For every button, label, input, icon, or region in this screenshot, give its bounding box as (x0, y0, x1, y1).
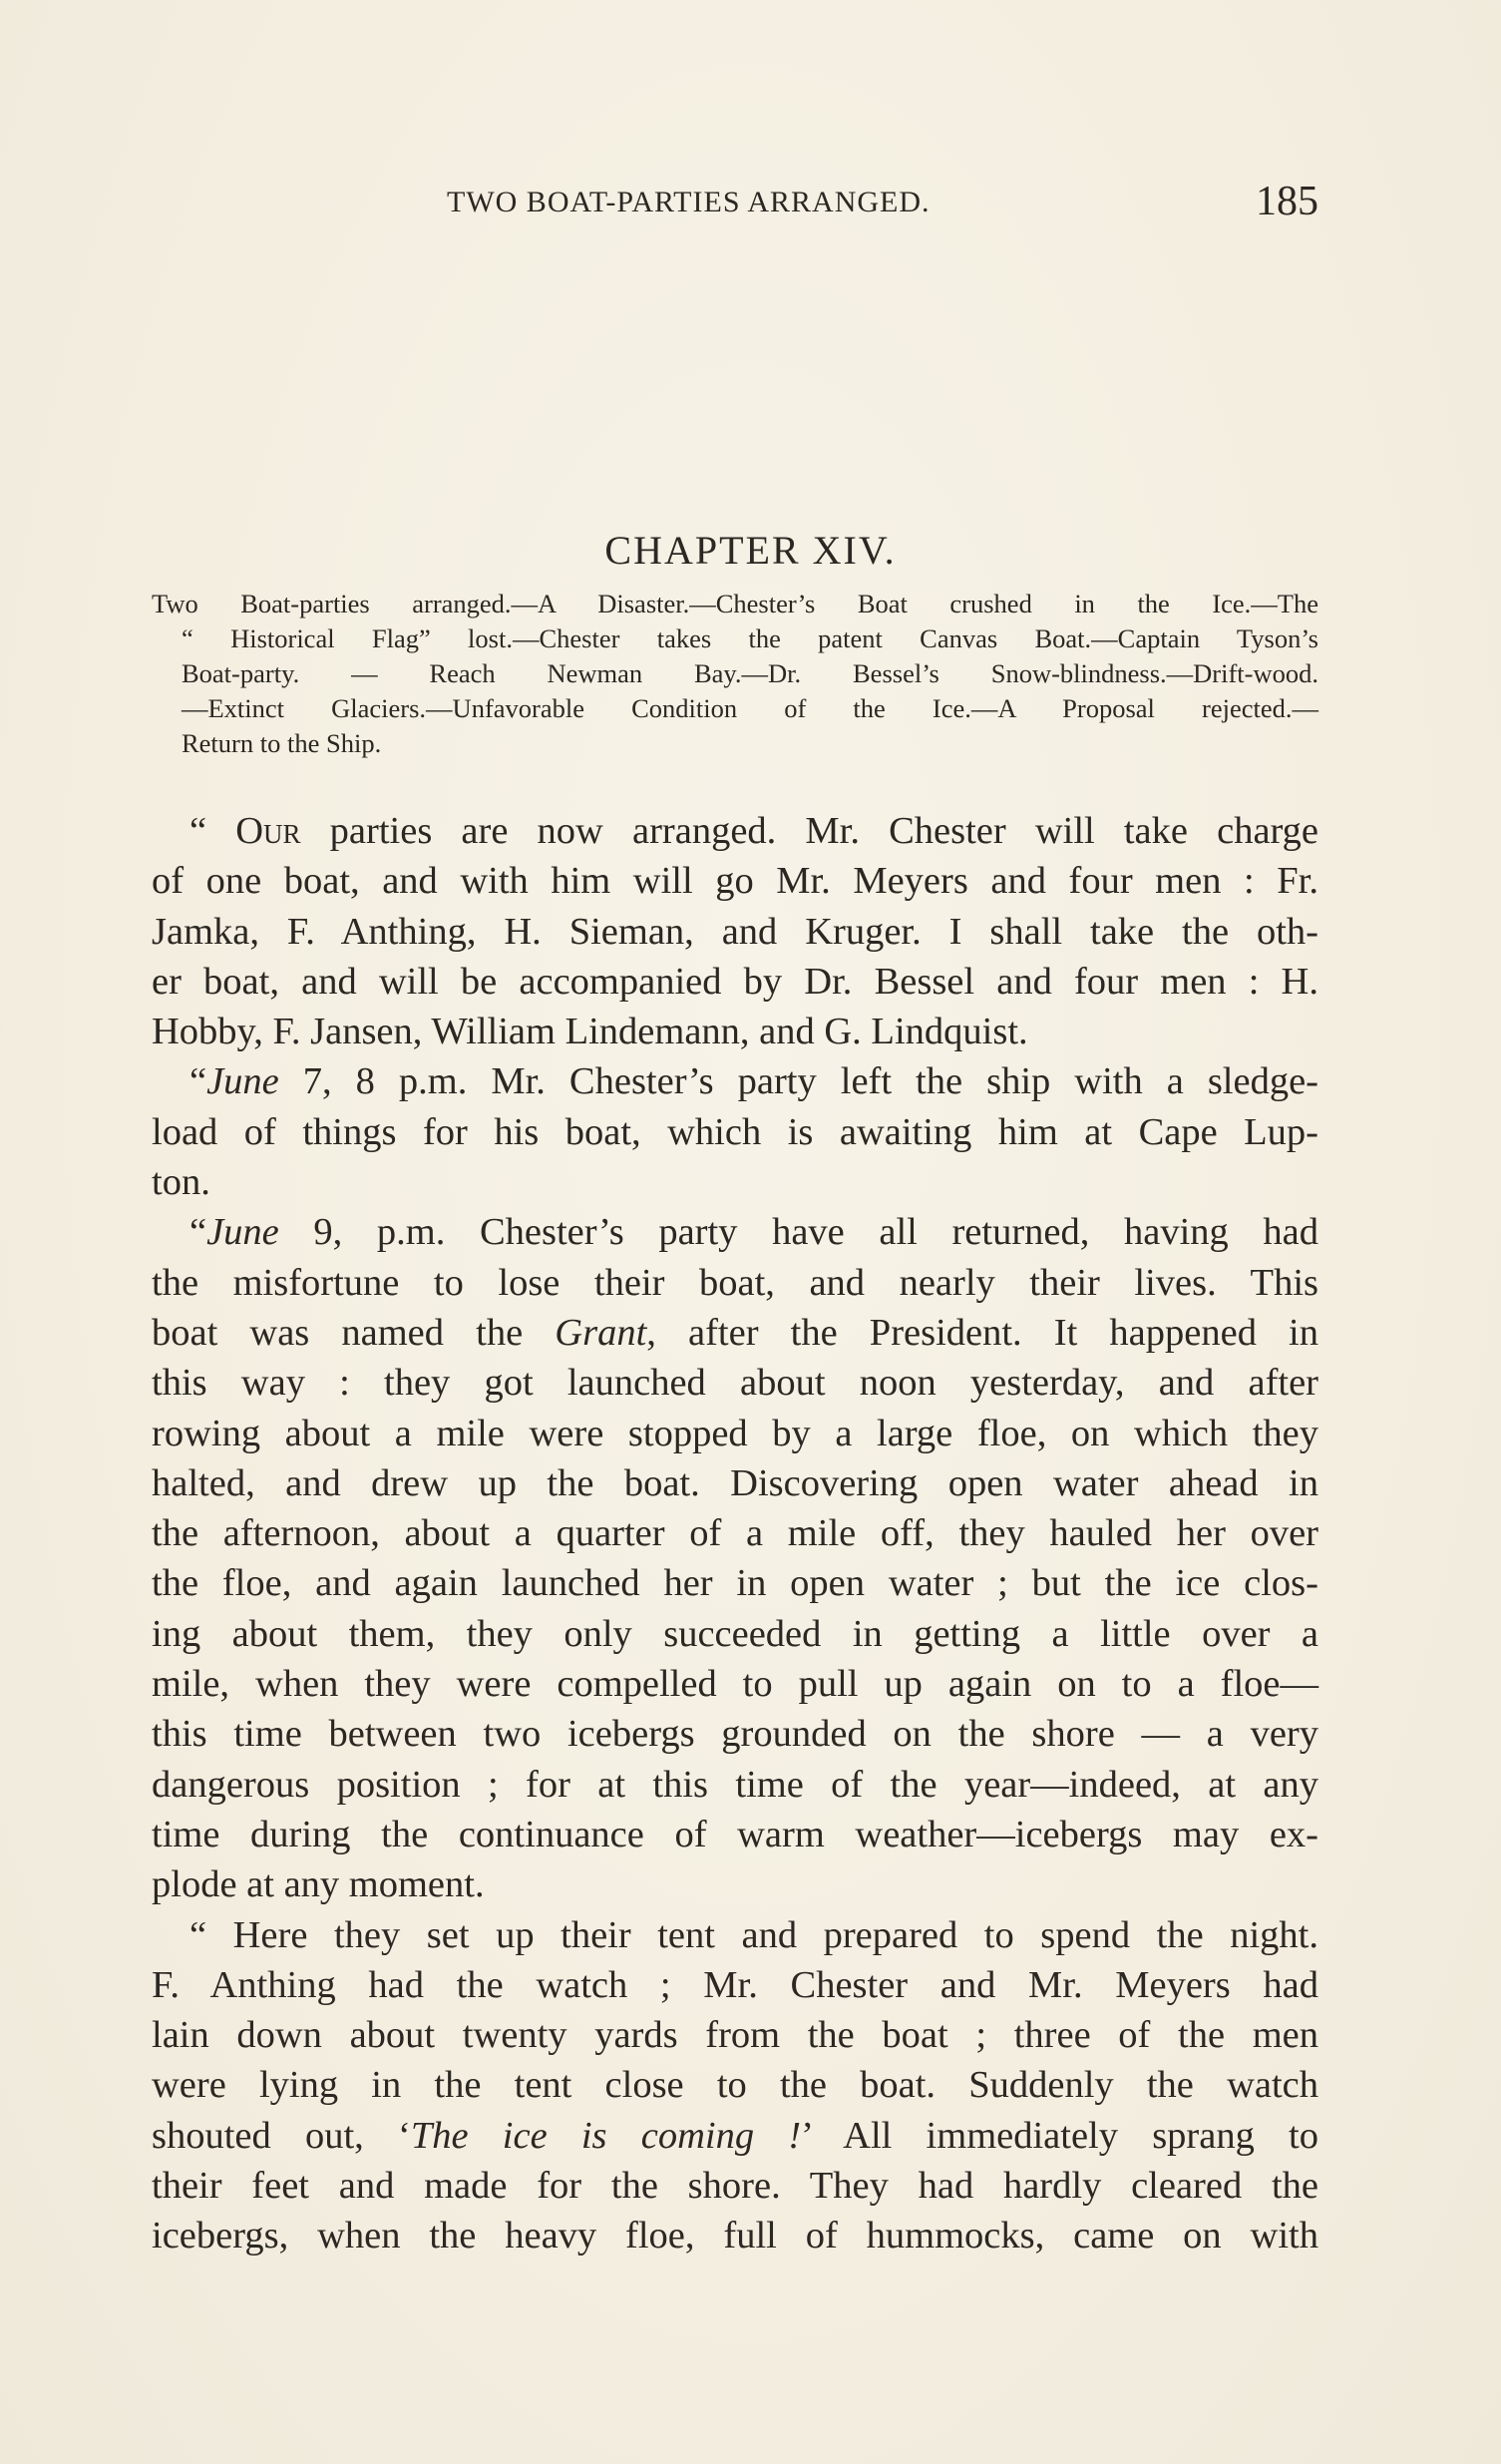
line-text: boat was named the (152, 1311, 556, 1354)
line-text: ’ All immediately sprang to (801, 2114, 1318, 2157)
synopsis-line: “ Historical Flag” lost.—Chester takes the patent Canvas Boat.—Captain Tyson’s (182, 623, 1318, 653)
paragraph-3-line (152, 1207, 1318, 1257)
running-head (152, 178, 1318, 237)
line-text: parties are now arranged. Mr. Chester will take charge (300, 810, 1318, 852)
paragraph-3-line: mile, when they were compelled to pull up again on to a floe— (152, 1663, 1318, 1706)
line-text: shouted out, ‘ (152, 2114, 411, 2157)
quoted-shout: The ice is coming ! (410, 2114, 802, 2157)
body-text (152, 806, 1318, 2261)
open-quote: “ (189, 1060, 207, 1103)
synopsis-line: Return to the Ship. (182, 728, 382, 758)
paragraph-3-line: this way : they got launched about noon yesterday, and after (152, 1362, 1318, 1405)
paragraph-2-line: ton. (152, 1161, 210, 1204)
paragraph-3-line: the misfortune to lose their boat, and nearly their lives. This (152, 1261, 1318, 1304)
synopsis-line: Boat-party. — Reach Newman Bay.—Dr. Bessel’s Snow-blindness.—Drift-wood. (182, 658, 1318, 688)
line-text: 7, 8 p.m. Mr. Chester’s party left the ship with a sledge- (278, 1060, 1318, 1103)
paragraph-3-line: the afternoon, about a quarter of a mile off, they hauled her over (152, 1512, 1318, 1555)
paragraph-1-line: er boat, and will be accompanied by Dr. Bessel and four men : H. (152, 960, 1318, 1003)
diary-date: June (206, 1060, 279, 1103)
paragraph-3-line: rowing about a mile were stopped by a large floe, on which they (152, 1412, 1318, 1454)
lead-word: Our (235, 810, 301, 852)
paragraph-2-line (152, 1056, 1318, 1106)
diary-date: June (206, 1211, 279, 1254)
paragraph-4-line: F. Anthing had the watch ; Mr. Chester and Mr. Meyers had (152, 1963, 1318, 2006)
paragraph-3-line: ing about them, they only succeeded in getting a little over a (152, 1612, 1318, 1655)
paragraph-4-line (152, 2111, 1318, 2161)
chapter-synopsis (152, 587, 1318, 761)
paragraph-2-line: load of things for his boat, which is awaiting him at Cape Lup- (152, 1110, 1318, 1153)
paragraph-4-line: icebergs, when the heavy floe, full of hummocks, came on with (152, 2215, 1318, 2258)
paragraph-4-line: lain down about twenty yards from the boat ; three of the men (152, 2014, 1318, 2057)
paragraph-1-line: of one boat, and with him will go Mr. Meyers and four men : Fr. (152, 860, 1318, 903)
paragraph-1-line: Jamka, F. Anthing, H. Sieman, and Kruger. I shall take the oth- (152, 910, 1318, 953)
page-number: 185 (1256, 179, 1318, 224)
paragraph-3-line: time during the continuance of warm weather—icebergs may ex- (152, 1813, 1318, 1855)
synopsis-line: —Extinct Glaciers.—Unfavorable Condition of the Ice.—A Proposal rejected.— (182, 693, 1318, 723)
paragraph-3-line: plode at any moment. (152, 1863, 485, 1906)
boat-name: Grant (555, 1311, 647, 1354)
open-quote: “ (189, 810, 236, 852)
paragraph-3-line: the floe, and again launched her in open water ; but the ice clos- (152, 1562, 1318, 1605)
line-text: 9, p.m. Chester’s party have all returned, having had (278, 1211, 1318, 1254)
paragraph-1-line: Hobby, F. Jansen, William Lindemann, and G. Lindquist. (152, 1011, 1028, 1053)
chapter-heading: CHAPTER XIV. (604, 528, 897, 573)
paragraph-3-line: this time between two icebergs grounded on the shore — a very (152, 1713, 1318, 1756)
paragraph-4-line: were lying in the tent close to the boat. Suddenly the watch (152, 2064, 1318, 2107)
line-text: , after the President. It happened in (646, 1311, 1319, 1354)
paragraph-1-line (152, 806, 1318, 856)
paragraph-3-line: halted, and drew up the boat. Discovering open water ahead in (152, 1461, 1318, 1504)
open-quote: “ (189, 1211, 207, 1254)
paragraph-3-line: dangerous position ; for at this time of the year—indeed, at any (152, 1763, 1318, 1806)
paragraph-4-line: their feet and made for the shore. They had hardly cleared the (152, 2165, 1318, 2208)
paragraph-4-line: “ Here they set up their tent and prepared to spend the night. (189, 1913, 1318, 1956)
running-title: TWO BOAT-PARTIES ARRANGED. (447, 186, 931, 218)
synopsis-line: Two Boat-parties arranged.—A Disaster.—Chester’s Boat crushed in the Ice.—The (152, 589, 1318, 618)
paragraph-3-line (152, 1308, 1318, 1358)
